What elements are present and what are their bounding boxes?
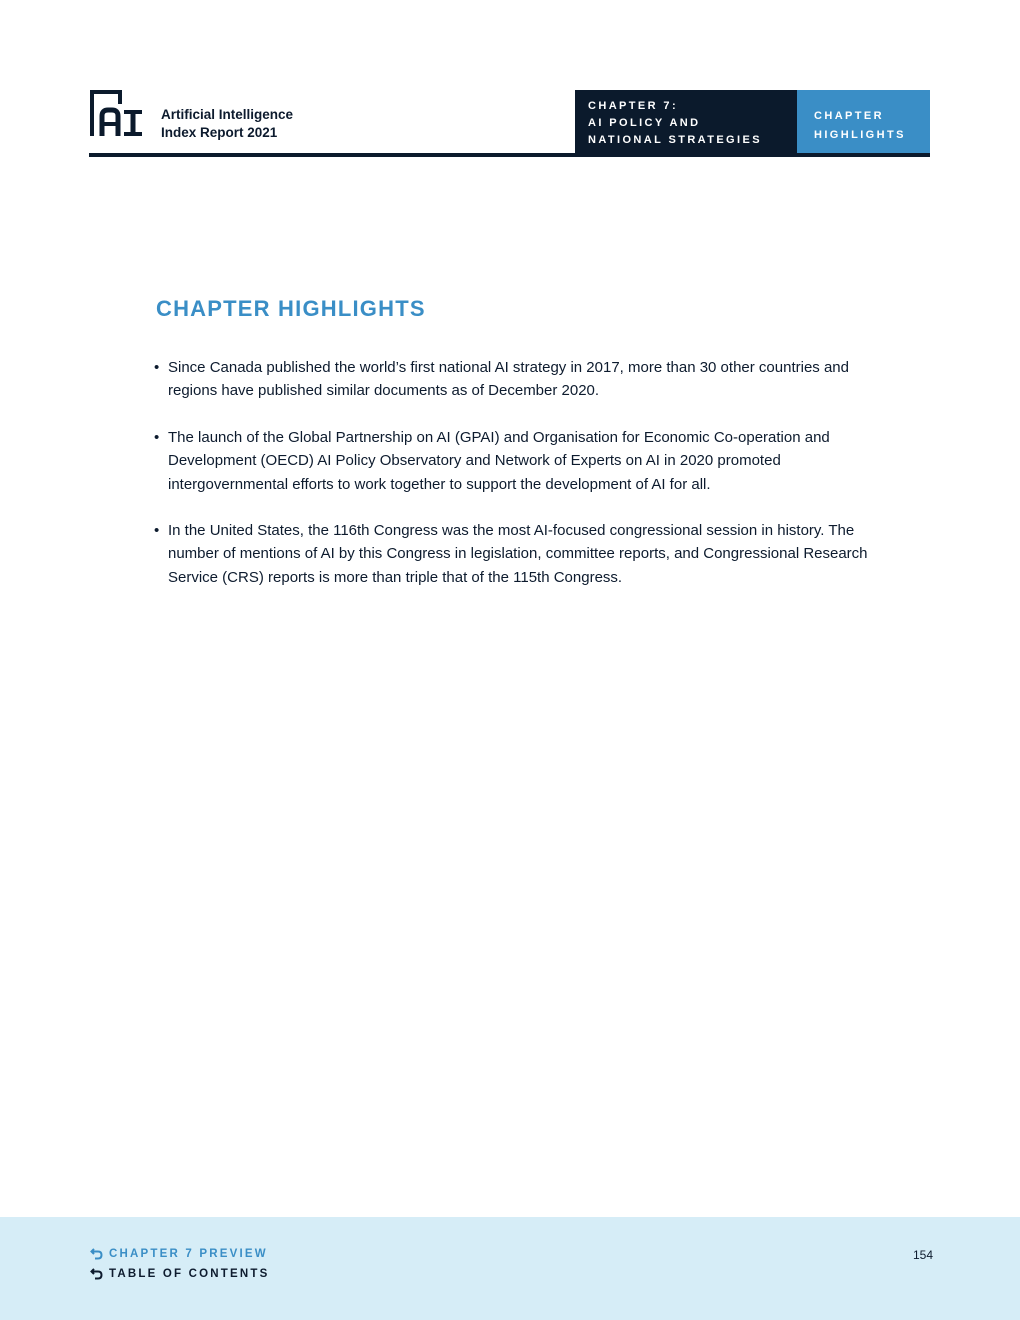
bullet-icon: • [154, 359, 160, 376]
table-of-contents-link[interactable] [90, 1267, 270, 1280]
table-of-contents-label: TABLE OF CONTENTS [109, 1267, 270, 1280]
chapter-preview-label: CHAPTER 7 PREVIEW [109, 1247, 268, 1260]
tab-label-line1: CHAPTER [814, 110, 884, 122]
tab-chapter-highlights[interactable] [797, 90, 930, 154]
report-title-line1: Artificial Intelligence [161, 107, 294, 122]
footer [0, 1217, 1020, 1320]
bullet-icon: • [154, 428, 160, 446]
report-title [161, 106, 293, 142]
list-item [154, 426, 874, 496]
chapter-preview-link[interactable] [90, 1247, 268, 1260]
bullet-icon: • [154, 522, 160, 540]
chapter-nav-link[interactable] [575, 90, 797, 154]
return-arrow-icon [90, 1247, 103, 1260]
ai-index-logo-icon [90, 90, 144, 138]
chapter-title-line1: AI POLICY AND [588, 117, 701, 129]
page-number: 154 [912, 1248, 933, 1262]
chapter-title-line2: NATIONAL STRATEGIES [588, 134, 762, 146]
highlight-text: The launch of the Global Partnership on AI (GPAI) and Organisation for Economic Co-operation and Development (OECD) AI Policy Observatory and Network of Experts on AI in 2020 promoted intergovernmental efforts to work together to support the development of AI for all. [168, 428, 830, 493]
page-title: CHAPTER HIGHLIGHTS [156, 296, 426, 321]
return-arrow-icon [90, 1267, 103, 1280]
list-item [154, 519, 874, 589]
highlight-text: Since Canada published the world’s first national AI strategy in 2017, more than 30 other countries and regions have published similar documents as of December 2020. [168, 359, 849, 400]
highlights-list [154, 356, 874, 612]
highlight-text: In the United States, the 116th Congress was the most AI-focused congressional session in history. The number of mentions of AI by this Congress in legislation, committee reports, and Congressional Research Service (CRS) reports is more than triple that of the 115th Congress. [168, 522, 868, 586]
header-divider [89, 153, 930, 157]
chapter-label: CHAPTER 7: [588, 100, 679, 112]
tab-label-line2: HIGHLIGHTS [814, 129, 906, 141]
list-item [154, 356, 874, 403]
report-title-line2: Index Report 2021 [161, 125, 278, 140]
